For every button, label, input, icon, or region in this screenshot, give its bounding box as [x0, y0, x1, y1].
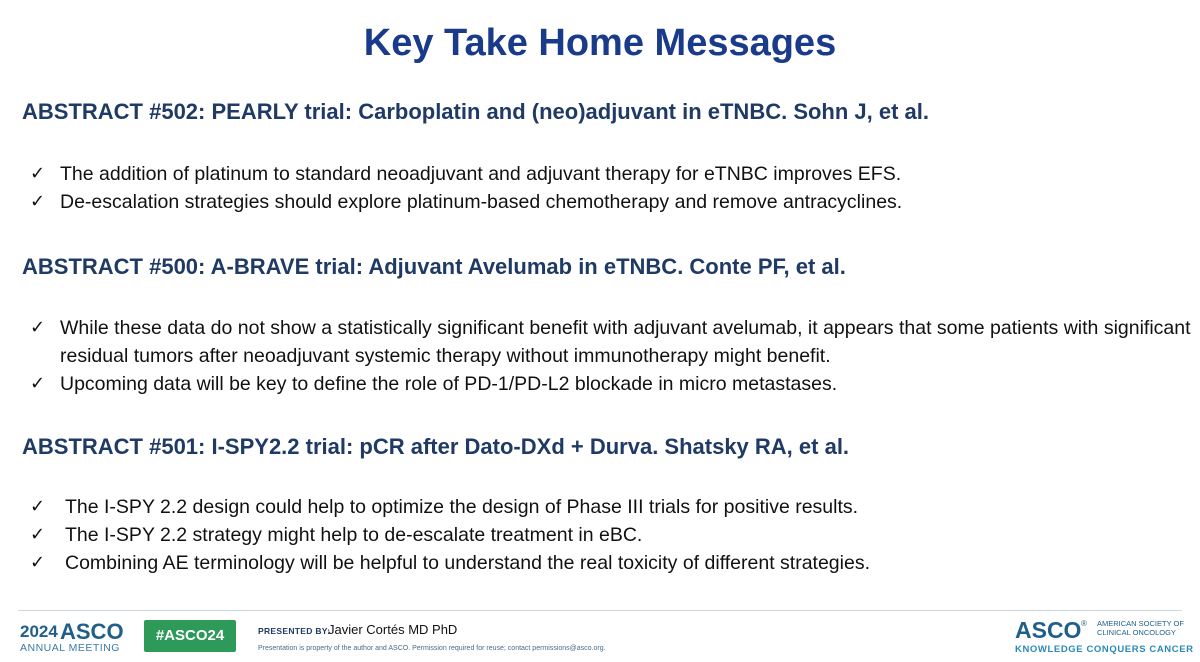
disclaimer-text: Presentation is property of the author and ASCO. Permission required for reuse; contact permissions@asco.org. — [258, 645, 606, 652]
slide-title: Key Take Home Messages — [363, 22, 837, 64]
footer-divider — [18, 610, 1182, 611]
list-item — [30, 188, 1195, 216]
meeting-name: ASCO — [60, 619, 124, 644]
bullet-text: The I-SPY 2.2 design could help to optimize the design of Phase III trials for positive results. — [65, 496, 859, 518]
list-item — [30, 160, 1195, 188]
section-heading-pearly: ABSTRACT #502: PEARLY trial: Carboplatin and (neo)adjuvant in eTNBC. Sohn J, et al. — [22, 99, 930, 124]
checkmark-icon: ✓ — [30, 191, 46, 212]
list-item — [30, 549, 1195, 577]
checkmark-icon: ✓ — [30, 524, 46, 545]
checkmark-icon: ✓ — [30, 373, 46, 394]
bullet-list-a-brave — [30, 314, 1195, 398]
registered-icon: ® — [1081, 619, 1087, 628]
section-heading-a-brave: ABSTRACT #500: A-BRAVE trial: Adjuvant Avelumab in eTNBC. Conte PF, et al. — [22, 254, 846, 279]
bullet-text: Combining AE terminology will be helpful to understand the real toxicity of different strategies. — [65, 552, 870, 574]
bullet-text: The addition of platinum to standard neoadjuvant and adjuvant therapy for eTNBC improves EFS. — [60, 163, 902, 185]
society-name: AMERICAN SOCIETY OF CLINICAL ONCOLOGY — [1097, 619, 1184, 637]
bullet-text: Upcoming data will be key to define the role of PD-1/PD-L2 blockade in micro metastases. — [60, 373, 838, 395]
checkmark-icon: ✓ — [30, 552, 46, 573]
org-tagline: KNOWLEDGE CONQUERS CANCER — [1015, 644, 1194, 655]
annual-meeting-logo — [20, 619, 130, 654]
bullet-text: The I-SPY 2.2 strategy might help to de-escalate treatment in eBC. — [65, 524, 643, 546]
section-heading-i-spy: ABSTRACT #501: I-SPY2.2 trial: pCR after Dato-DXd + Durva. Shatsky RA, et al. — [22, 434, 850, 459]
bullet-list-i-spy — [30, 493, 1195, 577]
list-item — [30, 370, 1195, 398]
presented-by-label: PRESENTED BY: — [258, 626, 331, 636]
checkmark-icon: ✓ — [30, 317, 46, 338]
bullet-text: While these data do not show a statistically significant benefit with adjuvant avelumab, it appears that some patients with significant residual tumors after neoadjuvant systemic therapy without immunotherapy might benefit. — [60, 317, 1191, 367]
meeting-year: 2024 — [20, 622, 58, 641]
list-item — [30, 521, 1195, 549]
presenter-name: Javier Cortés MD PhD — [328, 622, 458, 637]
asco-wordmark: ASCO — [1015, 617, 1082, 643]
hashtag-badge: #ASCO24 — [144, 620, 236, 652]
list-item — [30, 493, 1195, 521]
checkmark-icon: ✓ — [30, 163, 46, 184]
bullet-text: De-escalation strategies should explore platinum-based chemotherapy and remove antracyclines. — [60, 191, 903, 213]
meeting-subtitle: ANNUAL MEETING — [20, 642, 120, 654]
asco-org-logo — [1015, 617, 1194, 657]
list-item — [30, 314, 1195, 370]
checkmark-icon: ✓ — [30, 496, 46, 517]
bullet-list-pearly — [30, 160, 1195, 216]
